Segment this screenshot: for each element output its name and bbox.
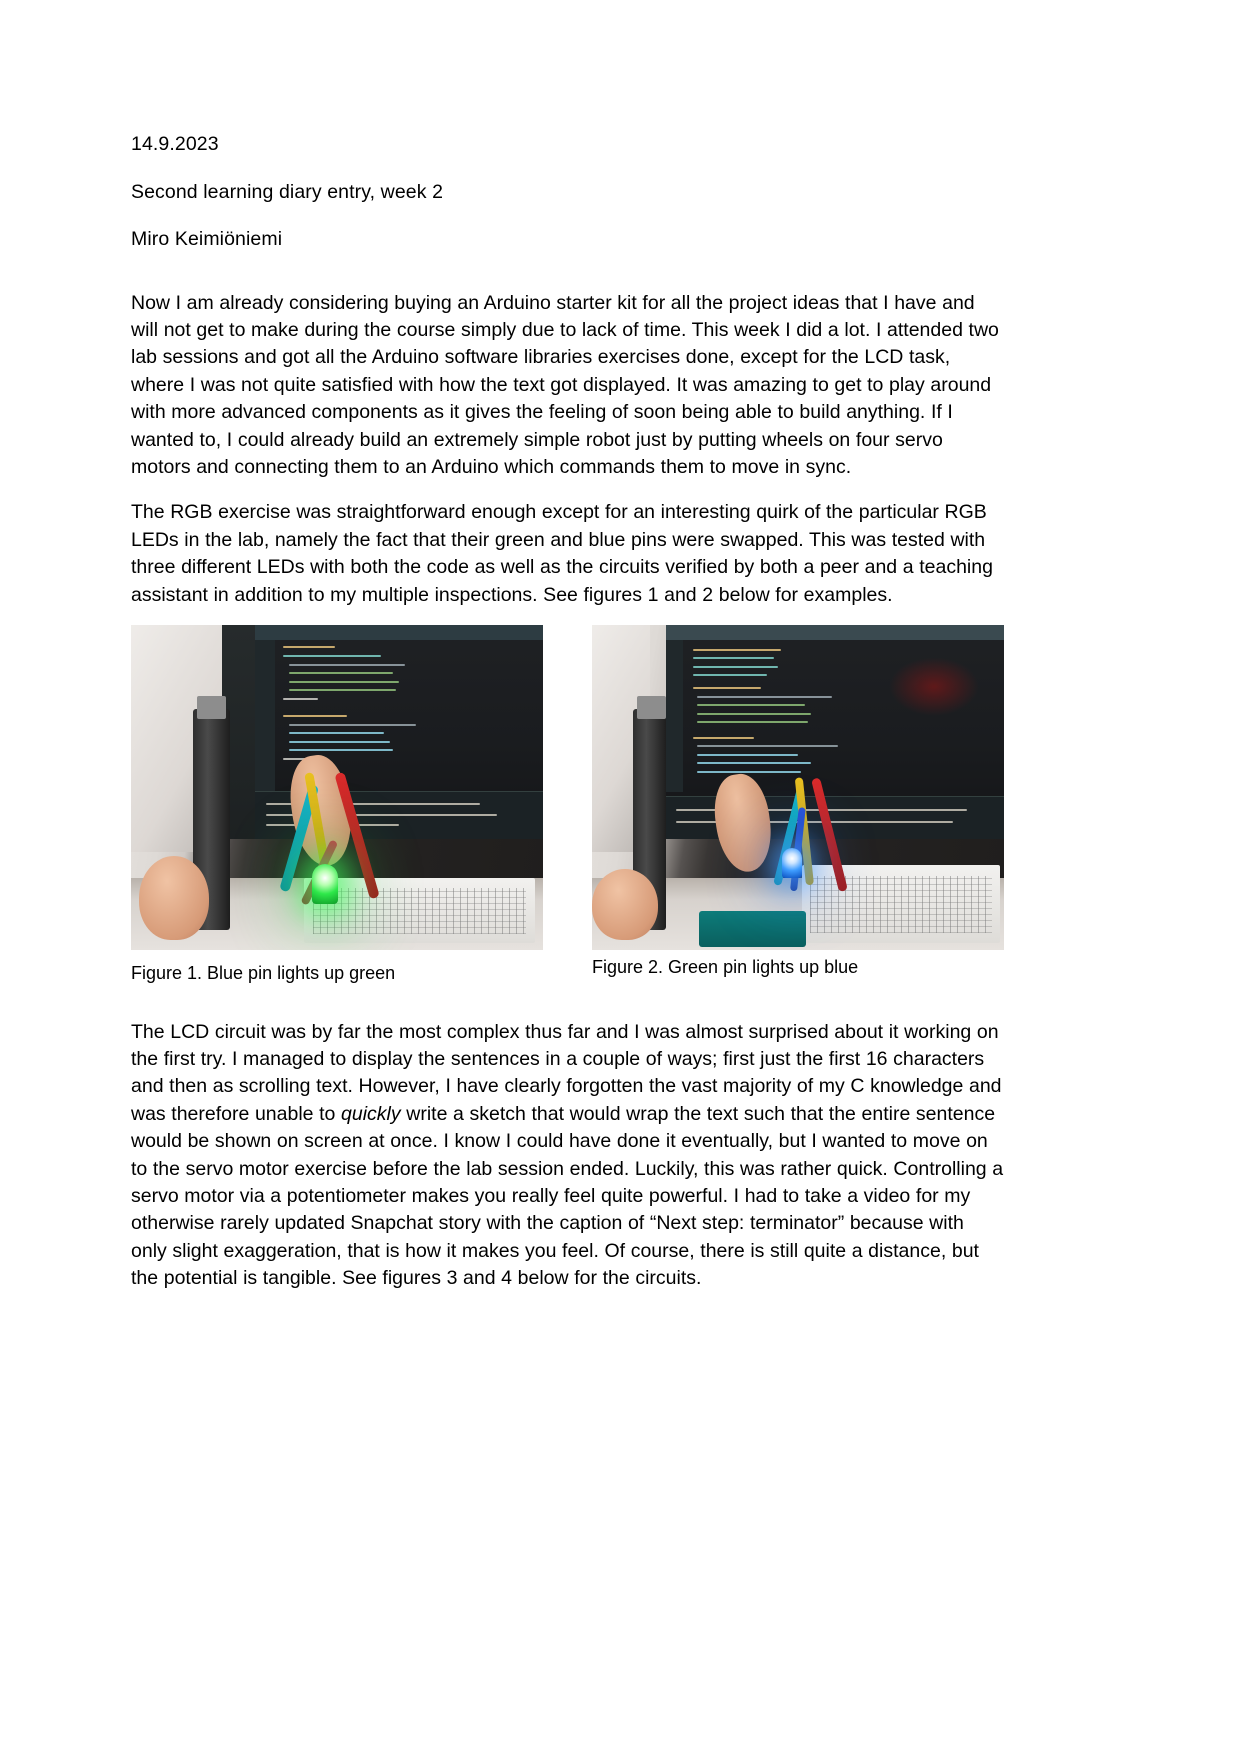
paragraph-rgb-exercise: The RGB exercise was straightforward enough except for an interesting quirk of the particular RGB LEDs in the lab, namely the fact that their green and blue pins were swapped. This was tested with three different LEDs with both the code as well as the circuits verified by both a peer and a teaching assistant in addition to my multiple inspections. See figures 1 and 2 below for examples. — [131, 501, 993, 606]
paragraph-lcd-servo-part1: The LCD circuit was by far the most complex thus far and I was almost surprised about it working on the first try. I managed to display the sentences in a couple of ways; first just the first 16 characters and then as scrolling text. However, I have clearly forgotten the vast majority of my C knowledge and was therefore unable to — [131, 1020, 1002, 1125]
figure-group — [131, 625, 1004, 985]
document-subtitle: Second learning diary entry, week 2 — [131, 180, 444, 203]
paragraph-lcd-servo-part2: write a sketch that would wrap the text such that the entire sentence would be shown on screen at once. I know I could have done it eventually, but I wanted to move on to the servo motor exercise before the lab session ended. Luckily, this was rather quick. Controlling a servo motor via a potentiometer makes you really feel quite powerful. I had to take a video for my otherwise rarely updated Snapchat story with the caption of “Next step: terminator” because with only slight exaggeration, that is how it makes you feel. Of course, there is still quite a distance, but the potential is tangible. See figures 3 and 4 below for the circuits. — [131, 1102, 1004, 1290]
figure-2 — [592, 625, 1004, 985]
document-author: Miro Keimiöniemi — [131, 228, 283, 250]
figure-2-image — [592, 625, 1004, 950]
figure-1-caption: Figure 1. Blue pin lights up green — [131, 962, 396, 983]
led-blue-glow — [782, 848, 802, 878]
figure-2-caption: Figure 2. Green pin lights up blue — [592, 956, 859, 977]
document-date: 14.9.2023 — [131, 133, 219, 155]
figure-1-image — [131, 625, 543, 950]
document-heading-block — [131, 135, 1004, 250]
paragraph-lcd-servo — [131, 1019, 1004, 1293]
paragraph-intro: Now I am already considering buying an Arduino starter kit for all the project ideas that I have and will not get to make during the course simply due to lack of time. This week I did a lot. I attended two lab sessions and got all the Arduino software libraries exercises done, except for the LCD task, where I was not quite satisfied with how the text got displayed. It was amazing to get to play around with more advanced components as it gives the feeling of soon being able to build anything. If I wanted to, I could already build an extremely simple robot just by putting wheels on four servo motors and connecting them to an Arduino which commands them to move in sync. — [131, 291, 999, 478]
figure-spacer — [543, 625, 592, 985]
figure-1 — [131, 625, 543, 985]
paragraph-emphasis-quickly: quickly — [341, 1102, 401, 1125]
led-green-glow — [312, 864, 338, 904]
